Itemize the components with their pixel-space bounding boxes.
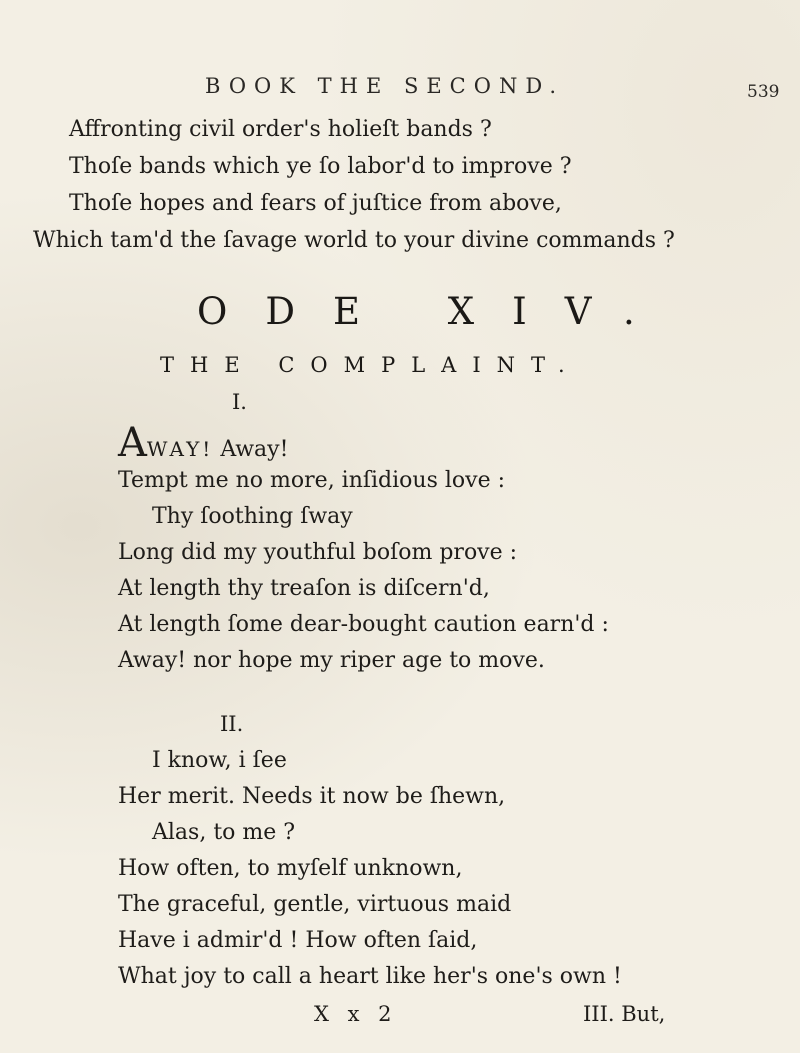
- verse-line: The graceful, gentle, virtuous maid: [118, 892, 512, 917]
- catchword: III. But,: [583, 1002, 666, 1026]
- verse-line: Tempt me no more, inſidious love :: [118, 468, 506, 493]
- page-number: 539: [747, 82, 780, 102]
- verse-line: Away! nor hope my riper age to move.: [118, 648, 545, 673]
- verse-line: At length thy treaſon is diſcern'd,: [118, 576, 490, 601]
- verse-line: Thoſe bands which ye ſo labor'd to improve ?: [69, 154, 572, 179]
- verse-line: Her merit. Needs it now be ſhewn,: [118, 784, 506, 809]
- ode-subtitle: THE COMPLAINT.: [160, 353, 581, 377]
- verse-line: What joy to call a heart like her's one's own !: [118, 964, 622, 989]
- verse-line: Long did my youthful boſom prove :: [118, 540, 518, 565]
- ode-title: ODE XIV.: [197, 290, 673, 333]
- verse-line: At length ſome dear-bought caution earn'd :: [118, 612, 609, 637]
- stanza-number: II.: [220, 712, 244, 736]
- drop-cap: A: [118, 420, 147, 466]
- verse-text: Away!: [220, 437, 289, 462]
- verse-line: I know, i ſee: [152, 748, 287, 773]
- verse-line: Affronting civil order's holieſt bands ?: [69, 117, 492, 142]
- smallcaps-word: WAY!: [146, 437, 214, 461]
- verse-line: Alas, to me ?: [152, 820, 296, 845]
- verse-line: Thoſe hopes and fears of juſtice from above,: [69, 191, 562, 216]
- stanza-first-line: [118, 420, 289, 466]
- verse-line: Which tam'd the ſavage world to your divine commands ?: [33, 228, 675, 253]
- signature-mark: X x 2: [314, 1002, 398, 1026]
- verse-line: Thy ſoothing ſway: [152, 504, 353, 529]
- stanza-number: I.: [232, 390, 247, 414]
- verse-line: Have i admir'd ! How often ſaid,: [118, 928, 478, 953]
- verse-line: How often, to myſelf unknown,: [118, 856, 463, 881]
- running-head: BOOK THE SECOND.: [205, 74, 565, 98]
